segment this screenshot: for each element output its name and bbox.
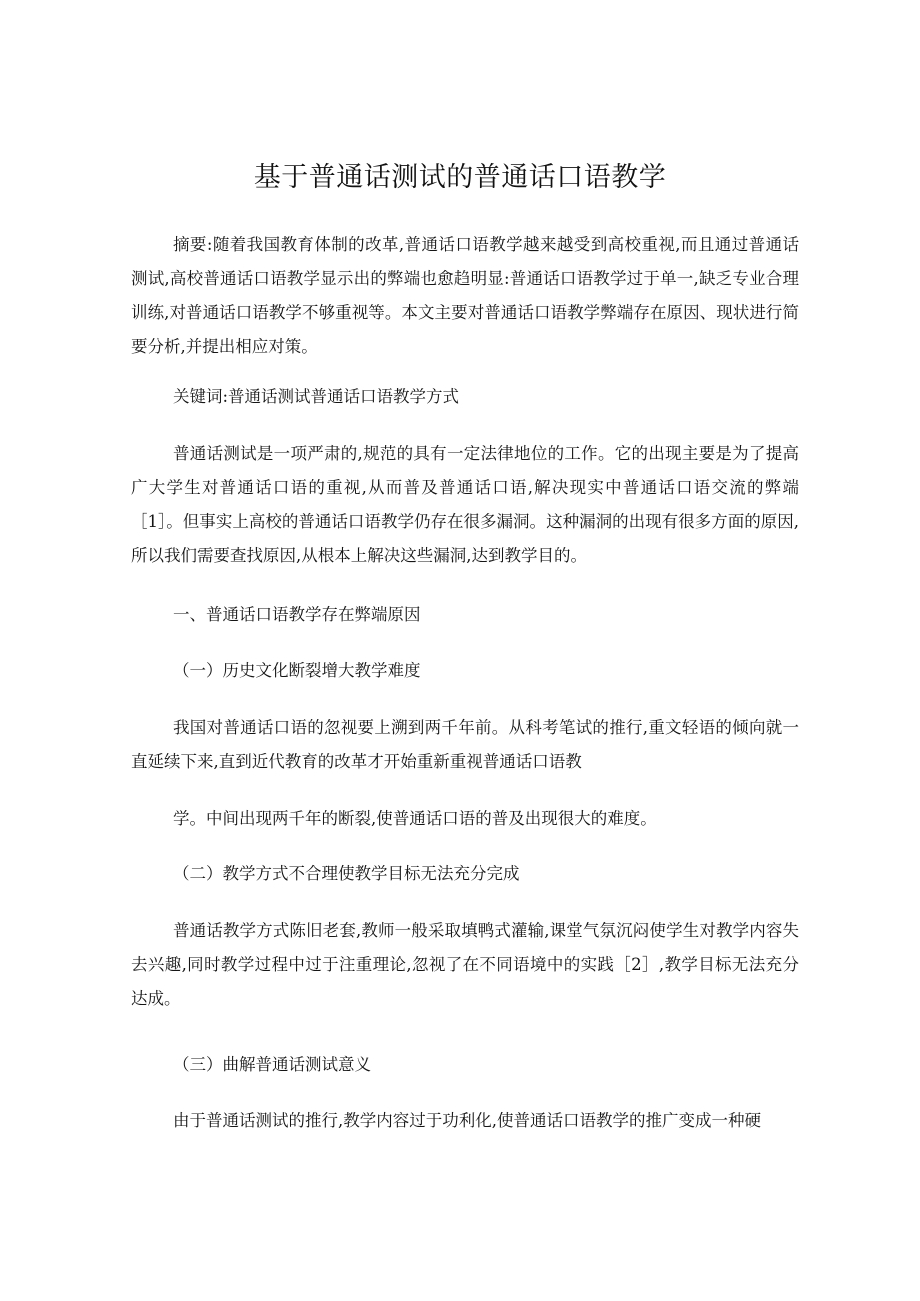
section-1-heading: 一、普通话口语教学存在弊端原因 [173, 605, 421, 624]
document-title: 基于普通话测试的普通话口语教学 [253, 162, 667, 193]
subsection-3-heading: （三）曲解普通话测试意义 [173, 1055, 371, 1074]
subsection-1-heading: （一）历史文化断裂增大教学难度 [173, 661, 421, 680]
subsection-2-heading: （二）教学方式不合理使教学目标无法充分完成 [173, 864, 520, 883]
subsection-1-paragraph-continued: 学。中间出现两千年的断裂,使普通话口语的普及出现很大的难度。 [173, 809, 657, 828]
subsection-2-paragraph: 普通话教学方式陈旧老套,教师一般采取填鸭式灌输,课堂气氛沉闷使学生对教学内容失去兴趣,同时教学过程中过于注重理论,忽视了在不同语境中的实践［2］,教学目标无法充分达成。 [131, 921, 799, 1008]
keywords-line: 关键词:普通话测试普通话口语教学方式 [173, 387, 460, 406]
subsection-3-paragraph: 由于普通话测试的推行,教学内容过于功利化,使普通话口语教学的推广变成一种硬 [173, 1111, 761, 1130]
subsection-1-paragraph: 我国对普通话口语的忽视要上溯到两千年前。从科考笔试的推行,重文轻语的倾向就一直延续下来,直到近代教育的改革才开始重新重视普通话口语教 [131, 718, 799, 771]
intro-paragraph: 普通话测试是一项严肃的,规范的具有一定法律地位的工作。它的出现主要是为了提高广大学生对普通话口语的重视,从而普及普通话口语,解决现实中普通话口语交流的弊端［1］。但事实上高校的普通话口语教学仍存在很多漏洞。这种漏洞的出现有很多方面的原因,所以我们需要查找原因,从根本上解决这些漏洞,达到教学目的。 [131, 444, 799, 565]
abstract-paragraph: 摘要:随着我国教育体制的改革,普通话口语教学越来越受到高校重视,而且通过普通话测试,高校普通话口语教学显示出的弊端也愈趋明显:普通话口语教学过于单一,缺乏专业合理训练,对普通话口语教学不够重视等。本文主要对普通话口语教学弊端存在原因、现状进行简要分析,并提出相应对策。 [131, 235, 799, 356]
